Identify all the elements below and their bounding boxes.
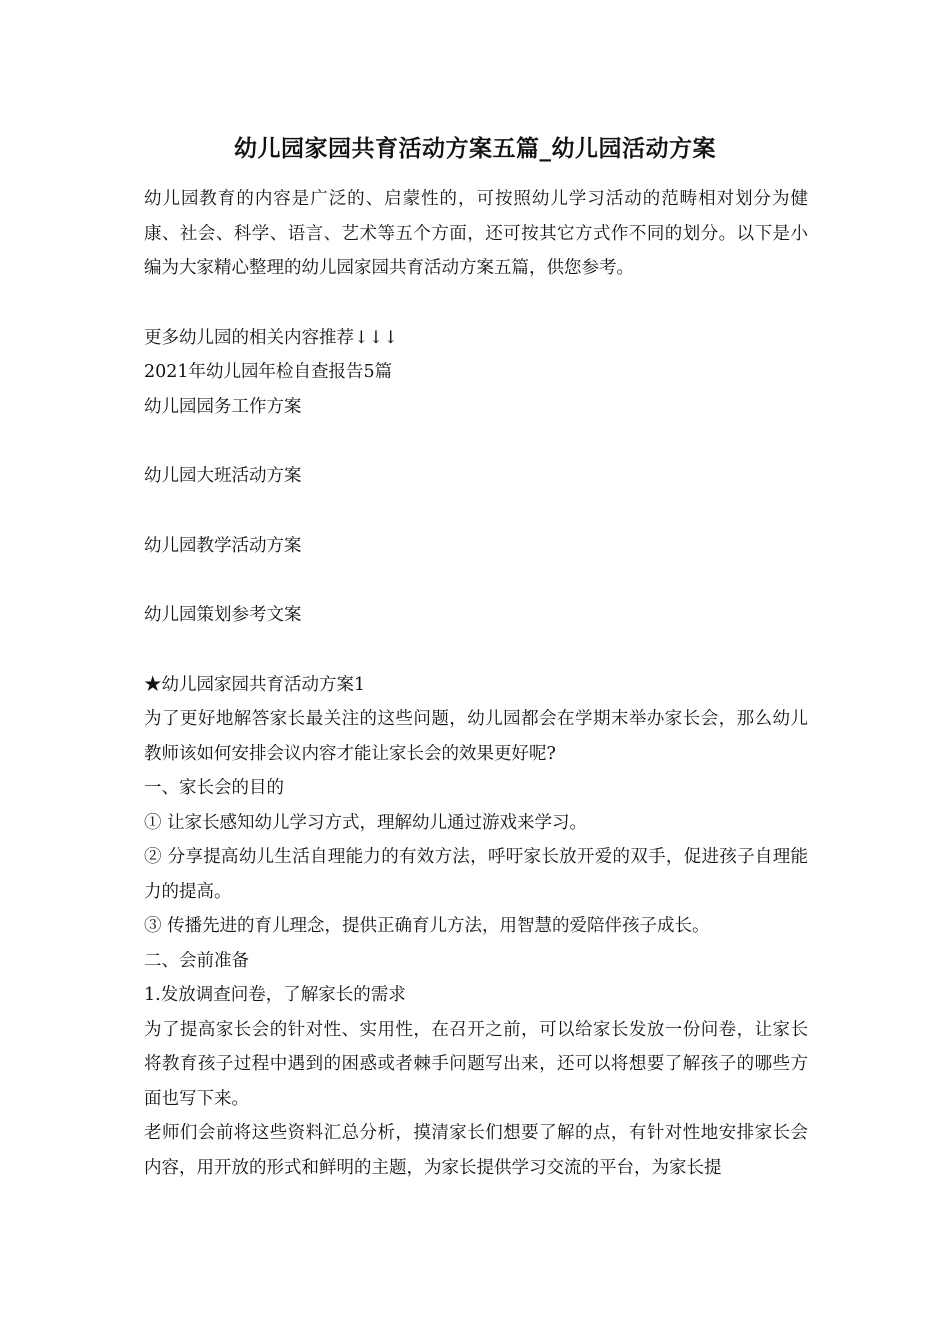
related-link-senior-class-plan[interactable]: 幼儿园大班活动方案 [144, 466, 302, 486]
document-body [144, 182, 808, 1185]
section-heading: ★幼儿园家园共育活动方案1 [144, 674, 366, 695]
spacer [144, 633, 808, 668]
paragraph: 为了提高家长会的针对性、实用性，在召开之前，可以给家长发放一份问卷，让家长将教育孩子过程中遇到的困惑或者棘手问题写出来，还可以将想要了解孩子的哪些方面也写下来。 [144, 1019, 808, 1109]
goal-item: ③ 传播先进的育儿理念，提供正确育儿方法，用智慧的爱陪伴孩子成长。 [144, 916, 710, 936]
spacer [144, 286, 808, 321]
related-link-affairs-plan[interactable]: 幼儿园园务工作方案 [144, 396, 302, 417]
related-link-planning-copy[interactable]: 幼儿园策划参考文案 [144, 605, 302, 625]
related-link-annual-report[interactable]: 2021年幼儿园年检自查报告5篇 [144, 362, 393, 382]
subsection-heading: 一、家长会的目的 [144, 778, 284, 798]
intro-paragraph: 幼儿园教育的内容是广泛的、启蒙性的，可按照幼儿学习活动的范畴相对划分为健康、社会、科学、语言、艺术等五个方面，还可按其它方式作不同的划分。以下是小编为大家精心整理的幼儿园家园共育活动方案五篇，供您参考。 [144, 189, 808, 278]
more-content-heading: 更多幼儿园的相关内容推荐↓↓↓ [144, 327, 398, 348]
spacer [144, 424, 808, 459]
paragraph: 为了更好地解答家长最关注的这些问题，幼儿园都会在学期末举办家长会，那么幼儿教师该如何安排会议内容才能让家长会的效果更好呢? [144, 709, 808, 764]
spacer [144, 494, 808, 529]
goal-item: ① 让家长感知幼儿学习方式，理解幼儿通过游戏来学习。 [144, 812, 588, 833]
document-title: 幼儿园家园共育活动方案五篇_幼儿园活动方案 [234, 135, 716, 162]
subsection-heading: 二、会前准备 [144, 950, 249, 971]
goal-item: ② 分享提高幼儿生活自理能力的有效方法，呼吁家长放开爱的双手，促进孩子自理能力的提高。 [144, 847, 808, 902]
step-heading: 1.发放调查问卷，了解家长的需求 [144, 985, 406, 1005]
paragraph: 老师们会前将这些资料汇总分析，摸清家长们想要了解的点，有针对性地安排家长会内容，用开放的形式和鲜明的主题，为家长提供学习交流的平台，为家长提 [144, 1123, 808, 1178]
spacer [144, 563, 808, 598]
related-link-teaching-plan[interactable]: 幼儿园教学活动方案 [144, 535, 302, 556]
